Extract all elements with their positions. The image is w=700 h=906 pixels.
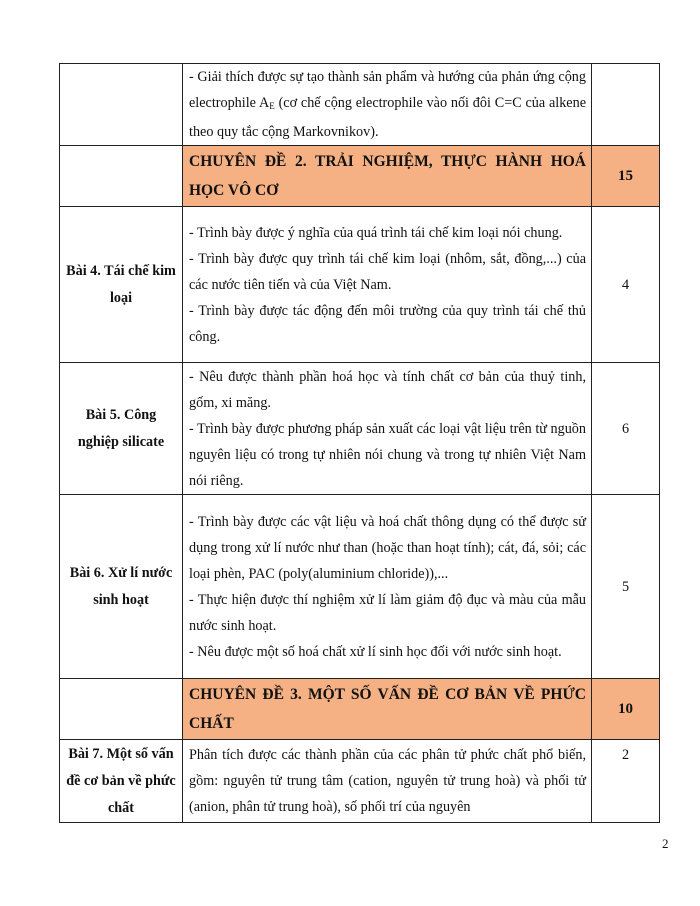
content-line: - Trình bày được phương pháp sản xuất các loại vật liệu trên từ nguồn nguyên liệu có trong tự nhiên nói chung và trong tự nhiên Việt Nam nói riêng. (189, 420, 586, 489)
content-line: - Nêu được một số hoá chất xử lí sinh học đối với nước sinh hoạt. (189, 643, 562, 660)
curriculum-table (59, 63, 660, 823)
table-row (60, 363, 660, 495)
lesson-periods: 2 (592, 740, 660, 823)
lesson-periods: 6 (592, 363, 660, 495)
lesson-cell-empty (60, 146, 183, 207)
topic-title: CHUYÊN ĐỀ 3. MỘT SỐ VẤN ĐỀ CƠ BẢN VỀ PHỨC CHẤT (183, 679, 592, 740)
content-line: Phân tích được các thành phần của các phân tử phức chất phổ biến, gồm: nguyên tử trung tâm (cation, nguyên tử trung hoà) và phối tử (anion, phân tử trung hoà), số phối trí của nguyên (189, 747, 586, 815)
subscript-e: E (269, 101, 275, 111)
table-row (60, 740, 660, 823)
topic-row (60, 679, 660, 740)
lesson-cell-empty (60, 64, 183, 146)
content-line: - Giải thích được sự tạo thành sản phẩm và hướng của phản ứng cộng electrophile $A_E$ (cơ chế cộng electrophile vào nối đôi C=C của alkene theo quy tắc cộng Markovnikov). (189, 69, 586, 140)
content-cell (183, 363, 592, 495)
content-line: - Thực hiện được thí nghiệm xử lí làm giảm độ đục và màu của mẫu nước sinh hoạt. (189, 591, 586, 634)
content-cell (183, 64, 592, 146)
topic-title: CHUYÊN ĐỀ 2. TRẢI NGHIỆM, THỰC HÀNH HOÁ HỌC VÔ CƠ (183, 146, 592, 207)
content-cell (183, 740, 592, 823)
content-cell (183, 495, 592, 679)
content-line: - Nêu được thành phần hoá học và tính chất cơ bản của thuỷ tinh, gốm, xi măng. (189, 368, 586, 411)
lesson-cell-empty (60, 679, 183, 740)
topic-periods: 15 (592, 146, 660, 207)
topic-row (60, 146, 660, 207)
table-row (60, 64, 660, 146)
lesson-periods: 5 (592, 495, 660, 679)
lesson-title: Bài 6. Xử lí nước sinh hoạt (60, 495, 183, 679)
content-line: - Trình bày được tác động đến môi trường của quy trình tái chế thủ công. (189, 302, 586, 345)
periods-cell-empty (592, 64, 660, 146)
content-line: - Trình bày được quy trình tái chế kim loại (nhôm, sắt, đồng,...) của các nước tiên tiến và của Việt Nam. (189, 250, 586, 293)
content-cell (183, 207, 592, 363)
lesson-title: Bài 5. Công nghiệp silicate (60, 363, 183, 495)
content-line: - Trình bày được các vật liệu và hoá chất thông dụng có thể được sử dụng trong xử lí nước như than (hoặc than hoạt tính); cát, đá, sỏi; các loại phèn, PAC (poly(aluminium chloride)),... (189, 513, 586, 582)
lesson-title: Bài 4. Tái chế kim loại (60, 207, 183, 363)
lesson-title: Bài 7. Một số vấn đề cơ bản về phức chất (60, 740, 183, 823)
topic-periods: 10 (592, 679, 660, 740)
table-row (60, 495, 660, 679)
table-row (60, 207, 660, 363)
page-number: 2 (662, 836, 669, 851)
lesson-periods: 4 (592, 207, 660, 363)
content-line: - Trình bày được ý nghĩa của quá trình tái chế kim loại nói chung. (189, 224, 563, 241)
